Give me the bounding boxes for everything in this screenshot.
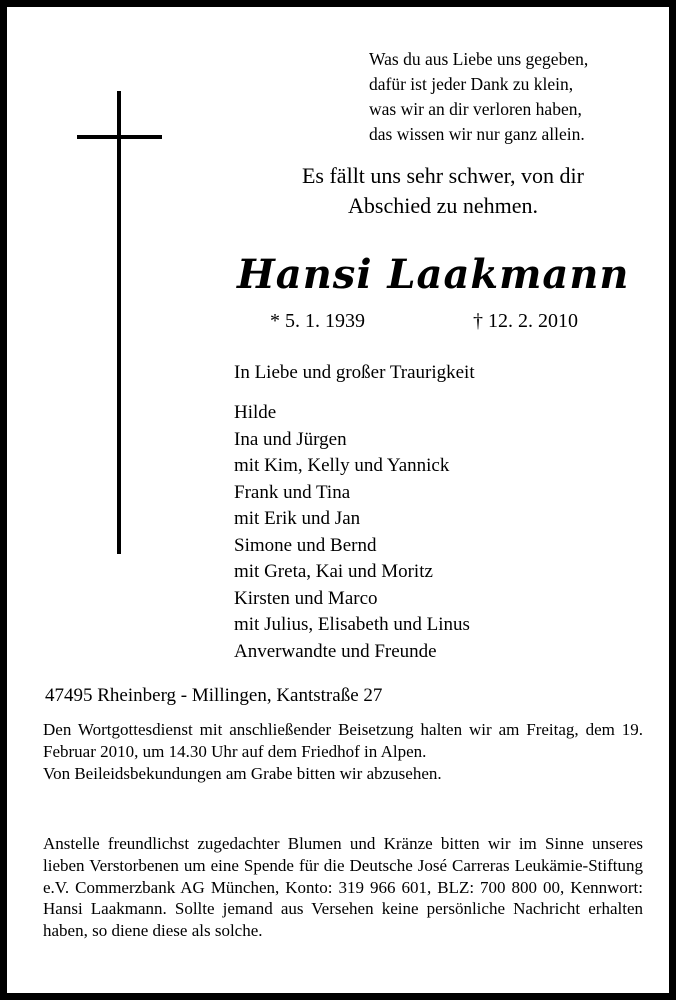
poem-line: was wir an dir verloren haben, bbox=[369, 99, 582, 119]
cross-horizontal-bar bbox=[77, 135, 162, 139]
headline: Es fällt uns sehr schwer, von dir Abschied zu nehmen. bbox=[301, 163, 584, 218]
family-member: mit Julius, Elisabeth und Linus bbox=[234, 614, 470, 635]
condolence-note: Von Beileidsbekundungen am Grabe bitten wir abzusehen. bbox=[43, 763, 442, 783]
family-member: Hilde bbox=[234, 402, 277, 423]
death-date: † 12. 2. 2010 bbox=[473, 310, 578, 332]
family-member: Anverwandte und Freunde bbox=[234, 640, 437, 662]
poem-line: Was du aus Liebe uns gegeben, bbox=[369, 49, 589, 69]
family-member: Ina und Jürgen bbox=[234, 428, 347, 450]
poem-line: das wissen wir nur ganz allein. bbox=[369, 124, 585, 144]
address: 47495 Rheinberg - Millingen, Kantstraße 27 bbox=[45, 685, 383, 706]
family-member: mit Kim, Kelly und Yannick bbox=[234, 455, 450, 476]
funeral-info bbox=[43, 719, 643, 784]
birth-date: * 5. 1. 1939 bbox=[270, 310, 365, 332]
poem-line: dafür ist jeder Dank zu klein, bbox=[369, 74, 574, 94]
mourning-intro: In Liebe und großer Traurigkeit bbox=[234, 362, 475, 383]
family-list bbox=[234, 400, 470, 665]
cross-vertical-bar bbox=[117, 91, 121, 554]
deceased-name: Hansi Laakmann bbox=[237, 251, 630, 298]
poem-verse bbox=[369, 47, 588, 147]
family-member: Kirsten und Marco bbox=[234, 587, 378, 609]
family-member: mit Greta, Kai und Moritz bbox=[234, 561, 433, 582]
family-member: mit Erik und Jan bbox=[234, 508, 361, 529]
donation-info: Anstelle freundlichst zugedachter Blumen und Kränze bitten wir im Sinne unseres lieben Verstorbenen um eine Spende für die Deutsche José Carreras Leukämie-Stiftung e.V. Commerzbank AG München, Konto: 319 966 601, BLZ: 700 800 00, Kennwort: Hansi Laakmann. Sollte jemand aus Versehen keine persönliche Nachricht erhalten haben, so diene diese als solche. bbox=[43, 834, 643, 941]
funeral-service-text: Den Wortgottesdienst mit anschließender Beisetzung halten wir am Freitag, dem 19. Februar 2010, um 14.30 Uhr auf dem Friedhof in Alpen. bbox=[43, 720, 643, 761]
family-member: Frank und Tina bbox=[234, 481, 351, 503]
family-member: Simone und Bernd bbox=[234, 534, 377, 556]
